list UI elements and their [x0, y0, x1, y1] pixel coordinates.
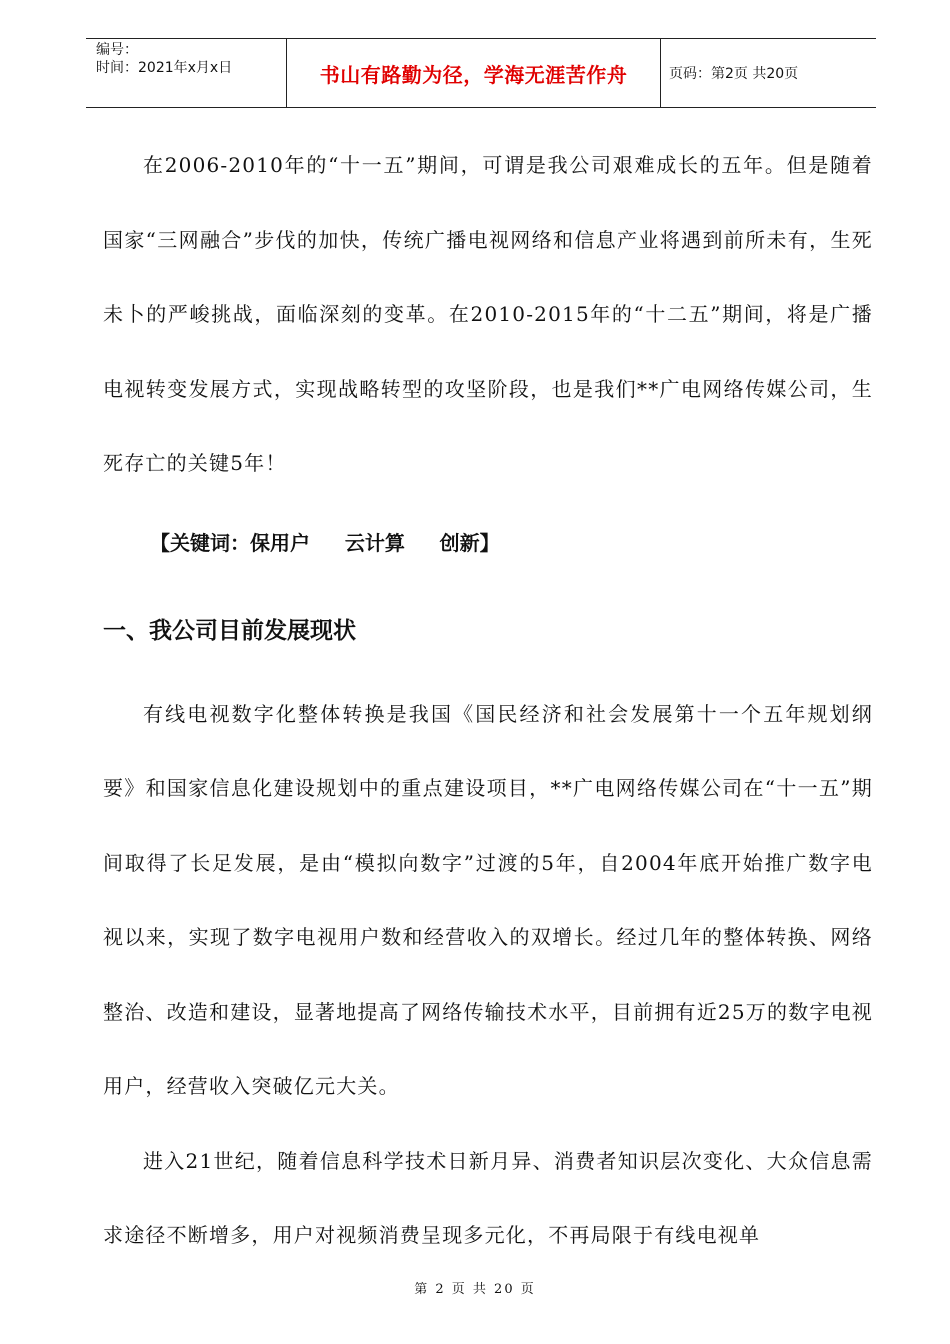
- header-meta: [86, 39, 287, 107]
- keywords-line: 【关键词：保用户 云计算 创新】: [150, 530, 500, 555]
- header-page-info: 页码：第2页 共20页: [669, 66, 799, 82]
- section-title: 一、我公司目前发展现状: [103, 617, 356, 644]
- intro-paragraph: 在2006-2010年的“十一五”期间，可谓是我公司艰难成长的五年。但是随着国家“三网融合”步伐的加快，传统广播电视网络和信息产业将遇到前所未有，生死未卜的严峻挑战，面临深刻的变革。在2010-2015年的“十二五”期间，将是广播电视转变发展方式，实现战略转型的攻坚阶段，也是我们**广电网络传媒公司，生死存亡的关键5年！: [103, 153, 873, 475]
- document-header: [86, 38, 876, 108]
- page-footer: 第 2 页 共 20 页: [414, 1282, 536, 1297]
- section-paragraph: 有线电视数字化整体转换是我国《国民经济和社会发展第十一个五年规划纲要》和国家信息化建设规划中的重点建设项目，**广电网络传媒公司在“十一五”期间取得了长足发展，是由“模拟向数字”过渡的5年，自2004年底开始推广数字电视以来，实现了数字电视用户数和经营收入的双增长。经过几年的整体转换、网络整治、改造和建设，显著地提高了网络传输技术水平，目前拥有近25万的数字电视用户，经营收入突破亿元大关。: [103, 701, 873, 1098]
- section-paragraph: 进入21世纪，随着信息科学技术日新月异、消费者知识层次变化、大众信息需求途径不断增多，用户对视频消费呈现多元化，不再局限于有线电视单: [103, 1148, 873, 1247]
- header-number: 编号：: [96, 42, 138, 58]
- document-body: [103, 128, 873, 1273]
- header-motto: 书山有路勤为径，学海无涯苦作舟: [287, 39, 661, 107]
- header-time: 时间：2021年x月x日: [96, 60, 233, 76]
